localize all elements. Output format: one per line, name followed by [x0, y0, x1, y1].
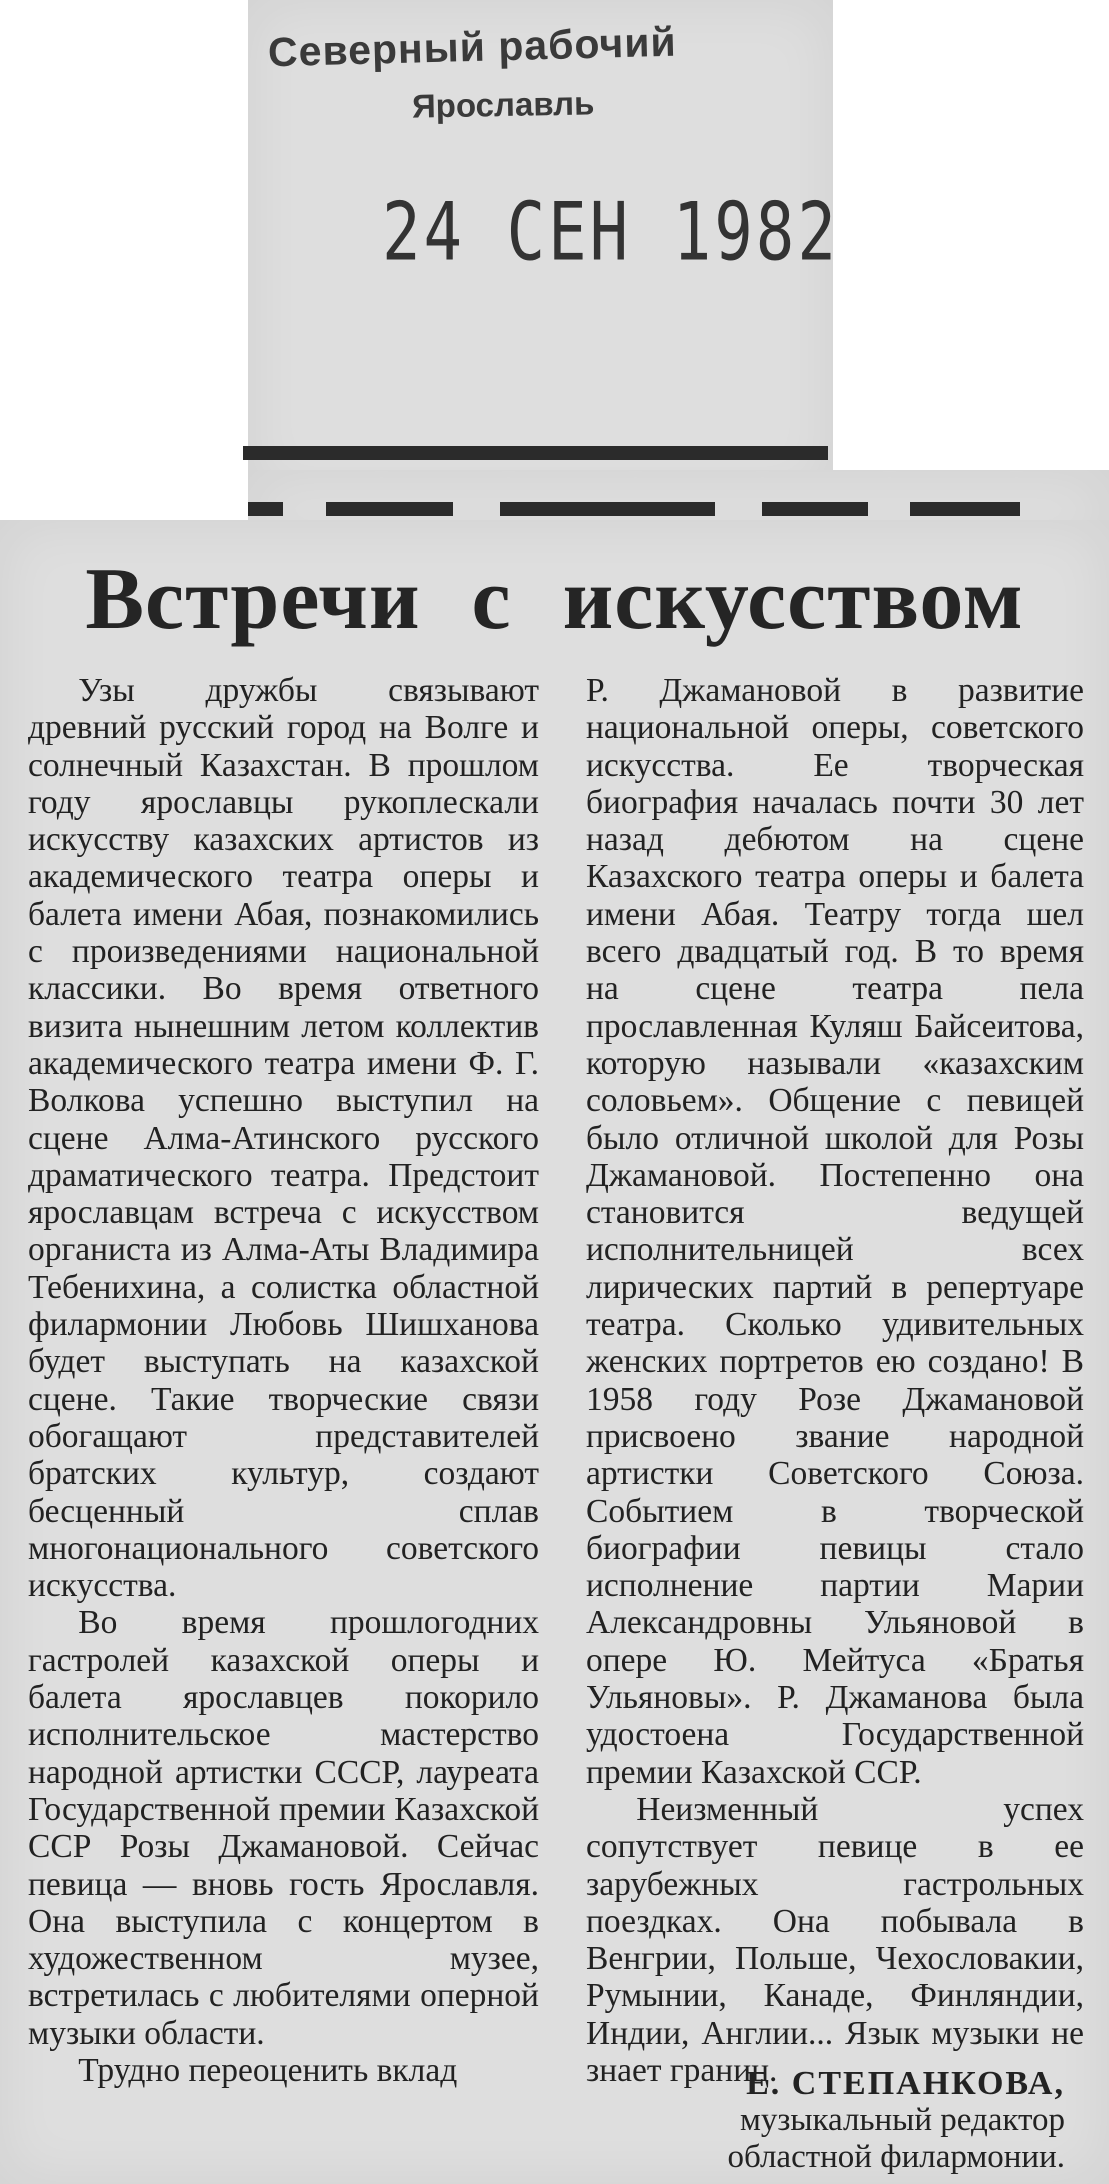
- author-name: Е. СТЕПАНКОВА,: [746, 2065, 1065, 2102]
- author-role: музыкальный редактор: [739, 2102, 1065, 2138]
- dashed-rule-segment: [762, 502, 868, 516]
- stamp-city: Ярославль: [411, 84, 595, 125]
- stamp-newspaper-name: Северный рабочий: [267, 18, 678, 76]
- article-paragraph: Узы дружбы связывают древний русский город на Волге и солнечный Казахстан. В прошлом году ярославцы рукоплескали искусству казахских артистов из академического театра оперы и балета имени Абая, познакомились с произведениями национальной классики. Во время ответного визита нынешним летом коллектив академического театра имени Ф. Г. Волкова успешно выступил на сцене Алма-Атинского русского драматического театра. Предстоит ярославцам встреча с искусством органиста из Алма-Аты Владимира Тебенихина, а солистка областной филармонии Любовь Шишханова будет выступать на казахской сцене. Такие творческие связи обогащают представителей братских культур, создают бесценный сплав многонационального советского искусства.: [28, 672, 539, 1605]
- article-column-left: [28, 672, 539, 2089]
- stamp-date: 24 СЕН 1982: [382, 186, 839, 280]
- author-signature: [728, 2066, 1066, 2176]
- article-paragraph: Р. Джамановой в развитие национальной оперы, советского искусства. Ее творческая биография началась почти 30 лет назад дебютом на сцене Казахского театра оперы и балета имени Абая. Театру тогда шел всего двадцатый год. В то время на сцене театра пела прославленная Куляш Байсеитова, которую называли «казахским соловьем». Общение с певицей было отличной школой для Розы Джамановой. Постепенно она становится ведущей исполнительницей всех лирических партий в репертуаре театра. Сколько удивительных женских портретов ею создано! В 1958 году Розе Джамановой присвоено звание народной артистки Советского Союза. Событием в творческой биографии певицы стало исполнение партии Марии Александровны Ульяновой в опере Ю. Мейтуса «Братья Ульяновы». Р. Джаманова была удостоена Государственной премии Казахской ССР.: [586, 672, 1084, 1791]
- dashed-rule-segment: [326, 502, 453, 516]
- article-paragraph: Во время прошлогодних гастролей казахской оперы и балета ярославцев покорило исполнительское мастерство народной артистки СССР, лауреата Государственной премии Казахской ССР Розы Джамановой. Сейчас певица — вновь гость Ярославля. Она выступила с концертом в художественном музее, встретилась с любителями оперной музыки области.: [28, 1604, 539, 2052]
- dashed-rule-segment: [500, 502, 715, 516]
- article-title: Встречи с искусством: [85, 551, 1024, 648]
- article-column-right: [586, 672, 1084, 2089]
- article-paragraph: Неизменный успех сопутствует певице в ее зарубежных гастрольных поездках. Она побывала в Венгрии, Польше, Чехословакии, Румынии, Канаде, Финляндии, Индии, Англии... Язык музыки не знает границ.: [586, 1790, 1084, 2089]
- dashed-rule-segment: [248, 502, 283, 516]
- header-rule: [243, 446, 828, 460]
- dashed-rule-segment: [910, 502, 1020, 516]
- article-paragraph: Трудно переоценить вклад: [78, 2051, 458, 2089]
- author-role: областной филармонии.: [727, 2139, 1065, 2175]
